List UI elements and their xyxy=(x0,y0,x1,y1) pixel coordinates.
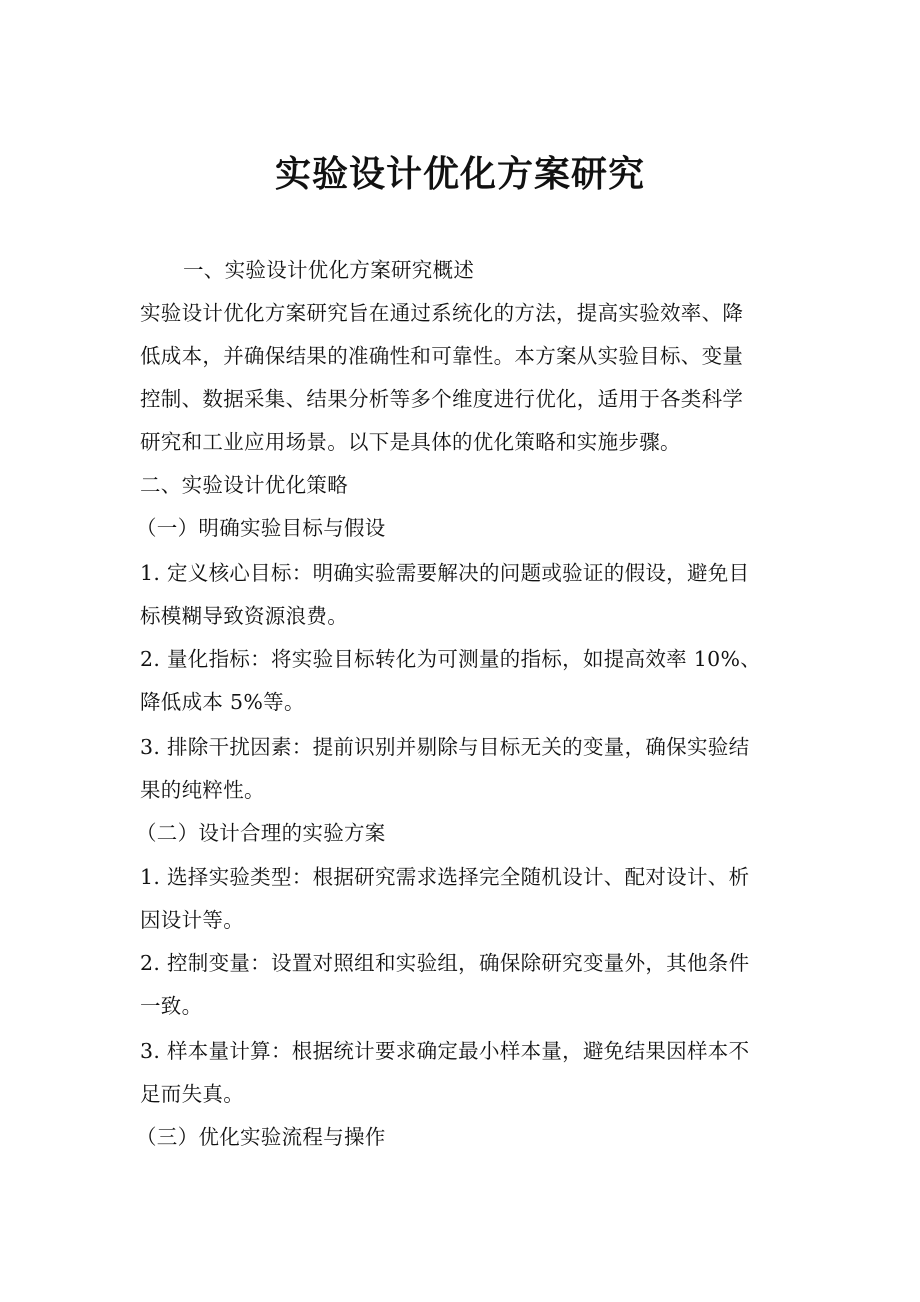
list-item-line: 1. 选择实验类型：根据研究需求选择完全随机设计、配对设计、析 xyxy=(140,865,750,889)
list-item-line: 3. 排除干扰因素：提前识别并剔除与目标无关的变量，确保实验结 xyxy=(140,735,750,759)
paragraph-line: 研究和工业应用场景。以下是具体的优化策略和实施步骤。 xyxy=(140,430,681,454)
paragraph-line: 实验设计优化方案研究旨在通过系统化的方法，提高实验效率、降 xyxy=(140,301,744,325)
list-item-line: 标模糊导致资源浪费。 xyxy=(140,604,348,628)
list-item-line: 3. 样本量计算：根据统计要求确定最小样本量，避免结果因样本不 xyxy=(140,1039,750,1063)
document-title: 实验设计优化方案研究 xyxy=(274,153,645,195)
paragraph-line: 低成本，并确保结果的准确性和可靠性。本方案从实验目标、变量 xyxy=(140,344,744,368)
list-item-line: 降低成本 5%等。 xyxy=(140,690,305,714)
list-item-line: 足而失真。 xyxy=(140,1082,244,1106)
section-heading-overview: 一、实验设计优化方案研究概述 xyxy=(183,258,475,282)
subsection-heading-2: （二）设计合理的实验方案 xyxy=(136,821,386,845)
list-item-line: 因设计等。 xyxy=(140,908,244,932)
subsection-heading-3: （三）优化实验流程与操作 xyxy=(136,1125,386,1149)
list-item-line: 果的纯粹性。 xyxy=(140,778,265,802)
list-item-line: 1. 定义核心目标：明确实验需要解决的问题或验证的假设，避免目 xyxy=(140,561,750,585)
section-heading-strategy: 二、实验设计优化策略 xyxy=(140,473,348,497)
list-item-line: 2. 控制变量：设置对照组和实验组，确保除研究变量外，其他条件 xyxy=(140,951,750,975)
paragraph-line: 控制、数据采集、结果分析等多个维度进行优化，适用于各类科学 xyxy=(140,387,744,411)
subsection-heading-1: （一）明确实验目标与假设 xyxy=(136,516,386,540)
list-item-line: 一致。 xyxy=(140,994,203,1018)
list-item-line: 2. 量化指标：将实验目标转化为可测量的指标，如提高效率 10%、 xyxy=(140,647,762,671)
